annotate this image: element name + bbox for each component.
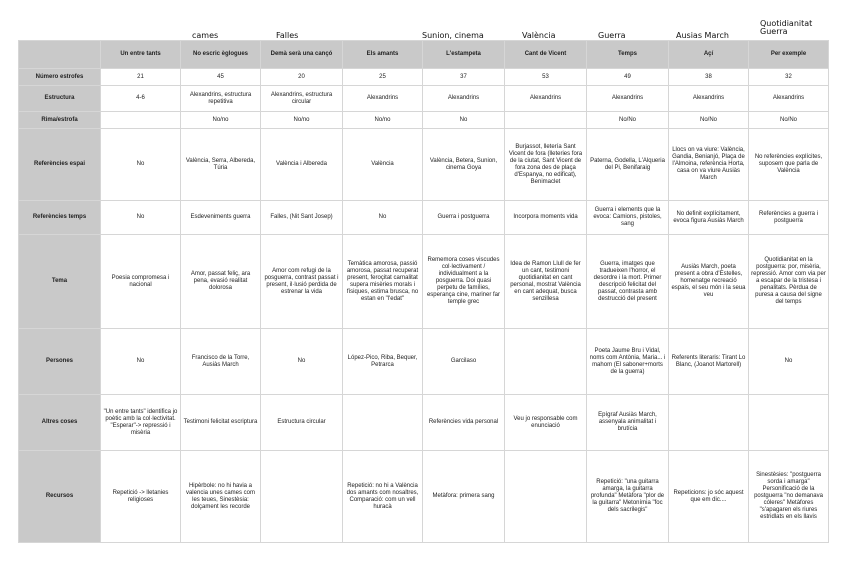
table-row	[19, 112, 829, 129]
table-cell: Poeta Jaume Bru i Vidal, noms com Antònia, Maria... i mahom (El saboner+morts de la guerra)	[587, 329, 669, 395]
table-cell: Alexandrins, estructura repetitiva	[181, 86, 261, 112]
column-header: Cant de Vicent	[505, 41, 587, 69]
column-header: Per exemple	[749, 41, 829, 69]
corner-cell	[19, 41, 101, 69]
table-cell: Alexandrins	[423, 86, 505, 112]
column-header: Els amants	[343, 41, 423, 69]
table-cell: Guerra i elements que la evoca: Camions, pistoles, sang	[587, 201, 669, 235]
table-cell: Alexandrins	[343, 86, 423, 112]
handwritten-note: Falles	[276, 31, 299, 40]
table-cell	[261, 451, 343, 543]
table-cell: Epígraf Ausiàs March, assenyala animalitat i brutícia	[587, 395, 669, 451]
table-row	[19, 329, 829, 395]
row-label: Tema	[19, 235, 101, 329]
table-cell: Guerra i postguerra	[423, 201, 505, 235]
table-cell: Alexandrins	[669, 86, 749, 112]
table-cell	[669, 395, 749, 451]
table-cell: Guerra, imatges que tradueixen l'horror, el desordre i la mort. Primer descripció felicitat del passat, contrasta amb destrucció del present	[587, 235, 669, 329]
table-cell: Incorpora moments vida	[505, 201, 587, 235]
table-cell: "Un entre tants" identifica jo poètic amb la col·lectivitat. "Esperar"-> repressió i misèria	[101, 395, 181, 451]
table-cell	[505, 112, 587, 129]
table-cell: 49	[587, 69, 669, 86]
table-cell: No	[101, 201, 181, 235]
table-cell: No	[261, 329, 343, 395]
table-row	[19, 201, 829, 235]
table-cell: No/No	[669, 112, 749, 129]
table-cell: López-Pico, Riba, Bequer, Petrarca	[343, 329, 423, 395]
column-header: Un entre tants	[101, 41, 181, 69]
poem-analysis-table	[18, 40, 829, 543]
table-cell: Repetició: "una guitarra amarga, la guitarra profunda" Metàfora "plor de la guitarra" Metonímia "foc dels sacrilegis"	[587, 451, 669, 543]
table-cell: 4-6	[101, 86, 181, 112]
table-cell: 21	[101, 69, 181, 86]
table-row	[19, 451, 829, 543]
table-cell: València, Serra, Albereda, Túria	[181, 129, 261, 201]
table-cell	[749, 395, 829, 451]
table-cell: 45	[181, 69, 261, 86]
table-cell: No/no	[181, 112, 261, 129]
table-cell: Hipèrbole: no hi havia a valencia unes cames com les teues, Sinestèsia: dolçament les recorde	[181, 451, 261, 543]
table-cell: Alexandrins	[587, 86, 669, 112]
table-row	[19, 129, 829, 201]
table-cell: Llocs on va viure: València, Gandia, Benianjó, Plaça de l'Almoina, referència Horta, casa on va viure Ausiàs March	[669, 129, 749, 201]
table-cell: Referents literaris: Tirant Lo Blanc, (Joanot Martorell)	[669, 329, 749, 395]
table-cell: 53	[505, 69, 587, 86]
table-cell: Testimoni felicitat escriptura	[181, 395, 261, 451]
table-cell: Rememora coses viscudes col·lectivament / individualment a la posguerra. Doi quasi perpetu de famílies, esperança cine, mariner far temple grec	[423, 235, 505, 329]
table-cell: 38	[669, 69, 749, 86]
table-cell: 32	[749, 69, 829, 86]
table-cell: Alexandrins	[749, 86, 829, 112]
table-row	[19, 69, 829, 86]
table-cell: No	[343, 201, 423, 235]
row-label: Referències temps	[19, 201, 101, 235]
table-cell: Francisco de la Torre, Ausiàs March	[181, 329, 261, 395]
table-cell	[343, 395, 423, 451]
table-cell: 20	[261, 69, 343, 86]
table-cell: València, Betera, Sunion, cinema Goya	[423, 129, 505, 201]
table-cell: Ausiàs March, poeta present a obra d'Estelles, homenatge recreació espais, el seu món i la seua veu	[669, 235, 749, 329]
handwritten-note: Quotidianitat Guerra	[760, 19, 813, 36]
table-cell: No	[101, 329, 181, 395]
table-cell: 25	[343, 69, 423, 86]
row-label: Recursos	[19, 451, 101, 543]
table-cell	[505, 329, 587, 395]
handwritten-note: Guerra	[598, 31, 626, 40]
table-cell: Referències vida personal	[423, 395, 505, 451]
table-cell: València i Albereda	[261, 129, 343, 201]
table-cell: No	[423, 112, 505, 129]
row-label: Persones	[19, 329, 101, 395]
table-row	[19, 86, 829, 112]
table-cell: Metàfora: primera sang	[423, 451, 505, 543]
table-cell: Referències a guerra i postguerra	[749, 201, 829, 235]
table-cell: Repeticions: jo sóc aquest que em dic....	[669, 451, 749, 543]
table-cell: No/No	[587, 112, 669, 129]
table-row	[19, 395, 829, 451]
table-cell: No/No	[749, 112, 829, 129]
table-cell: Falles, (Nit Sant Josep)	[261, 201, 343, 235]
table-cell: Quotidianitat en la postguerra: por, misèria, repressió. Amor com via per a escapar de la tristesa i penalitats. Pèrdua de puresa a causa del signe del temps	[749, 235, 829, 329]
table-cell: Amor, passat feliç, ara pena, evasió realitat dolorosa	[181, 235, 261, 329]
table-cell: No definit explícitament, evoca figura Ausiàs March	[669, 201, 749, 235]
table-cell	[101, 112, 181, 129]
table-cell: No	[749, 329, 829, 395]
handwritten-note: Ausias March	[676, 31, 729, 40]
table-cell: No	[101, 129, 181, 201]
row-label: Rima/estrofa	[19, 112, 101, 129]
table-cell: Garcilaso	[423, 329, 505, 395]
table-cell: Amor com refugi de la posguerra, contrast passat i present, il·lusió perdida de estrenar la vida	[261, 235, 343, 329]
column-header: Demà serà una cançó	[261, 41, 343, 69]
table-cell: No/no	[261, 112, 343, 129]
handwritten-annotations	[0, 0, 848, 40]
table-cell: No/no	[343, 112, 423, 129]
table-cell: Esdeveniments guerra	[181, 201, 261, 235]
handwritten-note: Sunion, cinema	[422, 31, 484, 40]
header-row	[19, 41, 829, 69]
table-row	[19, 235, 829, 329]
table-cell: Temàtica amorosa, passió amorosa, passat recuperat present, feroçitat carnalitat supera misèries morals i físiques, estima brusca, no estan en "l'edat"	[343, 235, 423, 329]
column-header: Açí	[669, 41, 749, 69]
table-cell: Idea de Ramon Llull de fer un cant, testimoni quotidianitat en cant personal, mostrat València en cant adequat, busca senzillesa	[505, 235, 587, 329]
table-cell	[505, 451, 587, 543]
table-cell: Repetició: no hi a València dos amants com nosaltres, Comparació: com un vell huracà	[343, 451, 423, 543]
table-cell: Repetició -> lletanies religioses	[101, 451, 181, 543]
table-cell: Paterna, Godella, L'Alqueria del Pi, Benifaraig	[587, 129, 669, 201]
handwritten-note: València	[522, 31, 556, 40]
table-cell: València	[343, 129, 423, 201]
row-label: Estructura	[19, 86, 101, 112]
column-header: Temps	[587, 41, 669, 69]
table-cell: Estructura circular	[261, 395, 343, 451]
table-cell: Veu jo responsable com enunciació	[505, 395, 587, 451]
column-header: No escric èglogues	[181, 41, 261, 69]
table-cell: 37	[423, 69, 505, 86]
row-label: Número estrofes	[19, 69, 101, 86]
row-label: Altres coses	[19, 395, 101, 451]
table-cell: Alexandrins	[505, 86, 587, 112]
table-cell: Burjassot, lletería Sant Vicent de fora (lleteries fora de la ciutat, Sant Vicent de fora zona des de plaça d'Espanya, no edificat), Benimaclet	[505, 129, 587, 201]
table-cell: Alexandrins, estructura circular	[261, 86, 343, 112]
row-label: Referències espai	[19, 129, 101, 201]
table-cell: Poesia compromesa i nacional	[101, 235, 181, 329]
column-header: L'estampeta	[423, 41, 505, 69]
table-cell: No referències explícites, suposem que parla de València	[749, 129, 829, 201]
handwritten-note: cames	[192, 31, 219, 40]
table-cell: Sinestèsies: "postguerra sorda i amarga" Personificació de la postguerra "no demanava cóleres" Metàfores "s'apagaren els riures estridlats en els llavis	[749, 451, 829, 543]
